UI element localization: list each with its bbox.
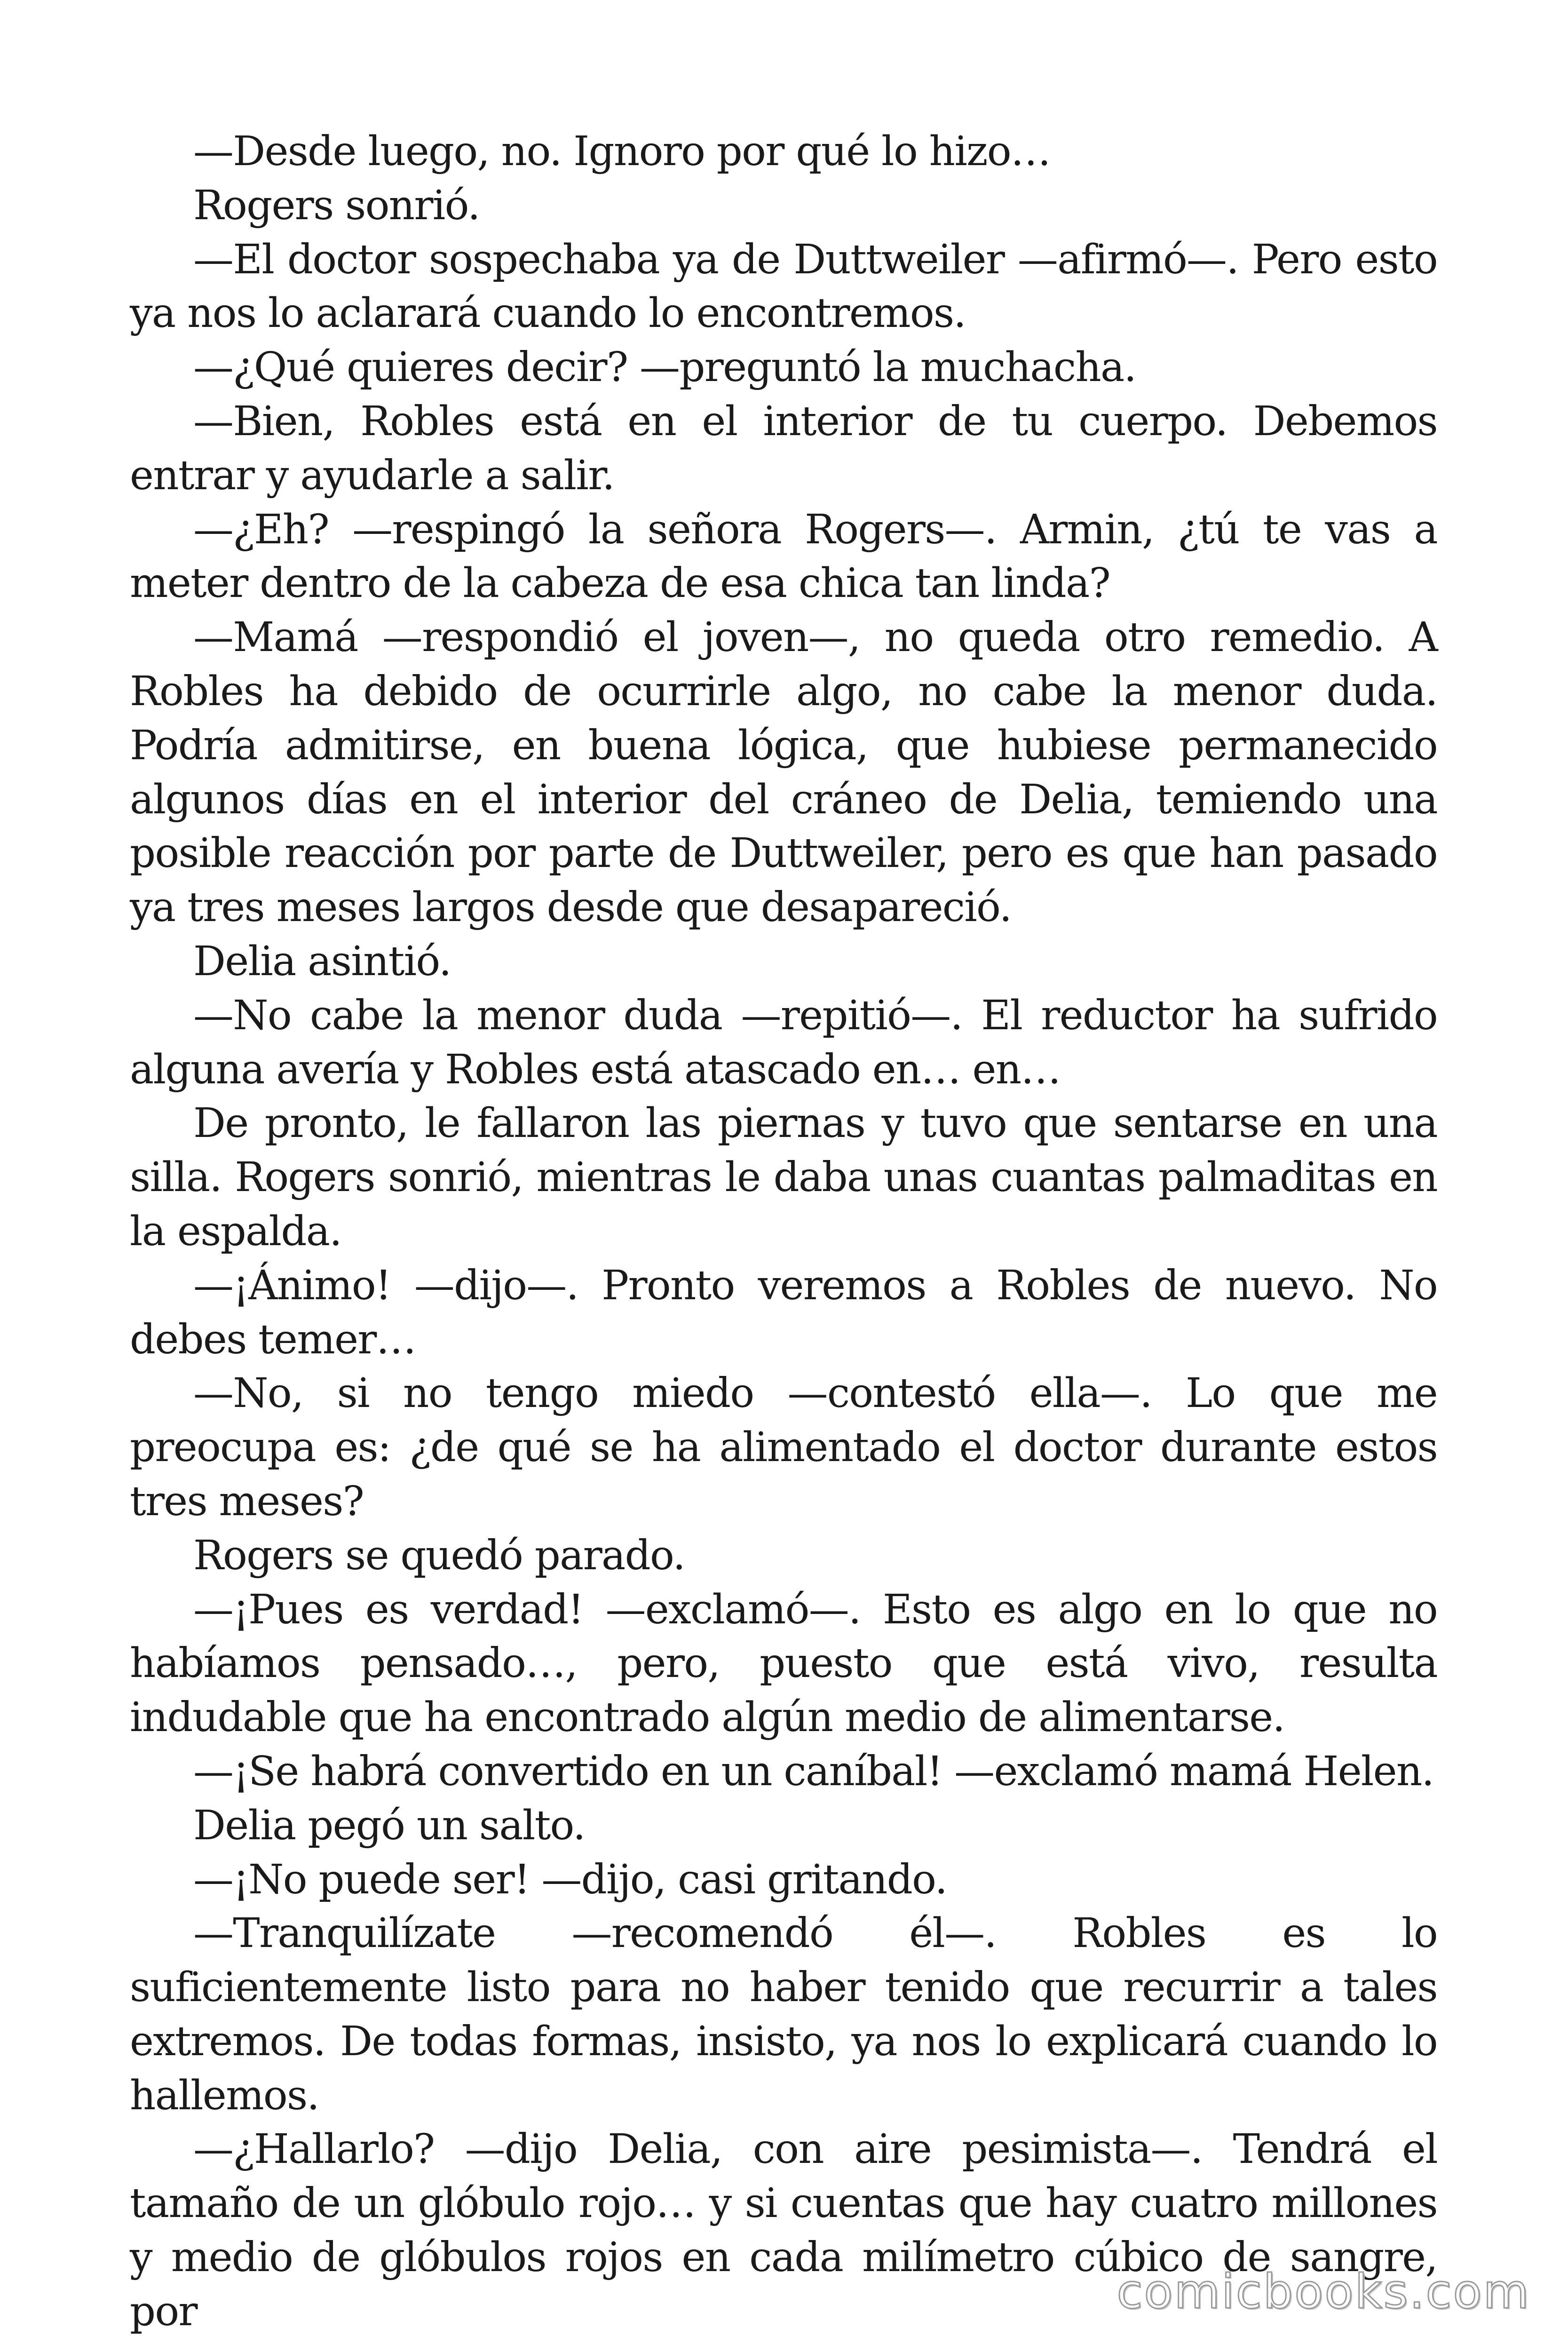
paragraph: —¡Pues es verdad! —exclamó—. Esto es algo en lo que no habíamos pensado…, pero, puesto que está vivo, resulta indudable que ha encontrado algún medio de alimentarse.	[130, 1586, 1437, 1741]
paragraph: Delia asintió.	[193, 938, 451, 985]
paragraph: —¡Se habrá convertido en un caníbal! —exclamó mamá Helen.	[193, 1748, 1434, 1795]
paragraph: —Tranquilízate —recomendó él—. Robles es lo suficientemente listo para no haber tenido que recurrir a tales extremos. De todas formas, insisto, ya nos lo explicará cuando lo hallemos.	[130, 1910, 1437, 2119]
paragraph: —¿Hallarlo? —dijo Delia, con aire pesimista—. Tendrá el tamaño de un glóbulo rojo… y si cuentas que hay cuatro millones y medio de glóbulos rojos en cada milímetro cúbico de sangre, por	[130, 2126, 1437, 2335]
paragraph: —¿Qué quieres decir? —preguntó la muchacha.	[193, 344, 1136, 391]
paragraph: Rogers se quedó parado.	[193, 1532, 685, 1579]
paragraph: —Mamá —respondió el joven—, no queda otro remedio. A Robles ha debido de ocurrirle algo, no cabe la menor duda. Podría admitirse, en buena lógica, que hubiese permanecido algunos días en el interior del cráneo de Delia, temiendo una posible reacción por parte de Duttweiler, pero es que han pasado ya tres meses largos desde que desapareció.	[130, 614, 1437, 931]
paragraph: —Desde luego, no. Ignoro por qué lo hizo…	[193, 128, 1051, 175]
paragraph: —¡No puede ser! —dijo, casi gritando.	[193, 1856, 947, 1903]
paragraph: —¿Eh? —respingó la señora Rogers—. Armin, ¿tú te vas a meter dentro de la cabeza de esa chica tan linda?	[130, 506, 1437, 607]
paragraph: —No cabe la menor duda —repitió—. El reductor ha sufrido alguna avería y Robles está atascado en… en…	[130, 992, 1437, 1093]
paragraph: Rogers sonrió.	[193, 182, 480, 229]
paragraph: —Bien, Robles está en el interior de tu cuerpo. Debemos entrar y ayudarle a salir.	[130, 397, 1437, 499]
paragraph: —No, si no tengo miedo —contestó ella—. Lo que me preocupa es: ¿de qué se ha alimentado el doctor durante estos tres meses?	[130, 1370, 1437, 1525]
paragraph: De pronto, le fallaron las piernas y tuvo que sentarse en una silla. Rogers sonrió, mientras le daba unas cuantas palmaditas en la espalda.	[130, 1100, 1437, 1255]
paragraph: —El doctor sospechaba ya de Duttweiler —afirmó—. Pero esto ya nos lo aclarará cuando lo encontremos.	[130, 236, 1437, 337]
page-body	[130, 125, 1437, 2339]
paragraph: —¡Ánimo! —dijo—. Pronto veremos a Robles de nuevo. No debes temer…	[130, 1262, 1437, 1363]
paragraph: Delia pegó un salto.	[193, 1802, 585, 1849]
watermark: comicbooks.com	[1117, 2264, 1530, 2319]
